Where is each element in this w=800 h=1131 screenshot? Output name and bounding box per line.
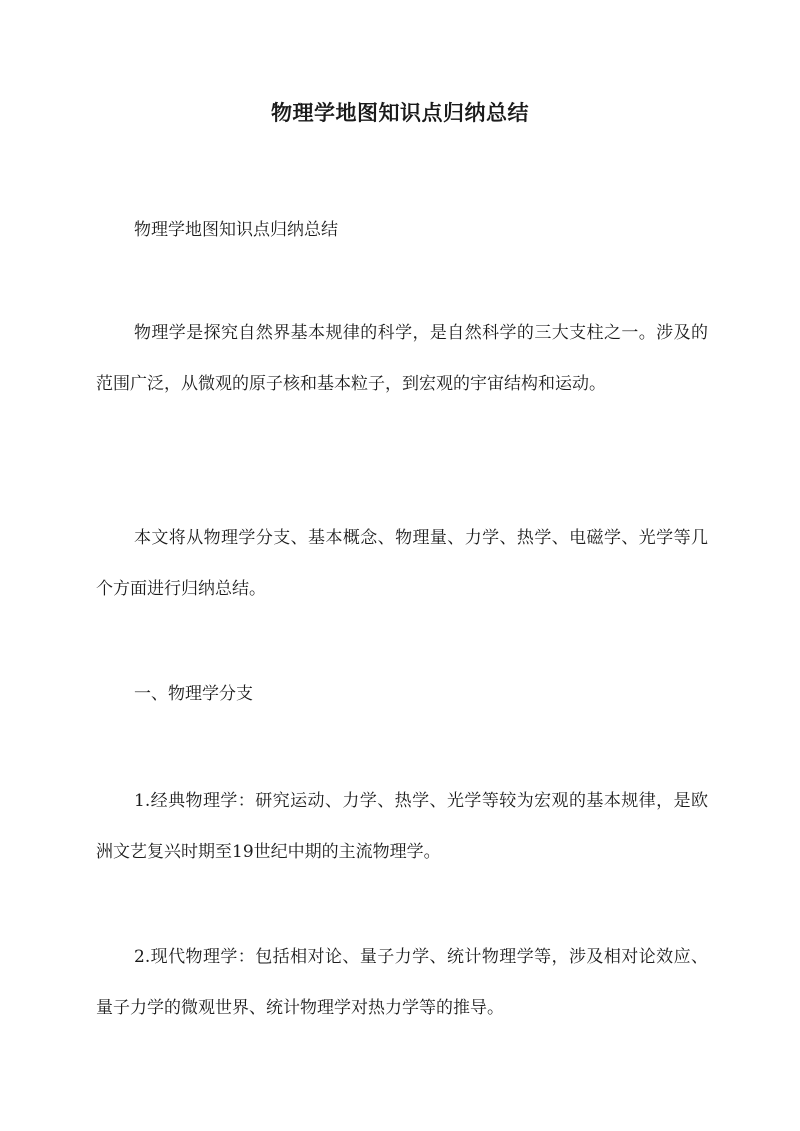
paragraph-subtitle: 物理学地图知识点归纳总结 — [134, 220, 338, 240]
list-item-modern-physics: 2.现代物理学：包括相对论、量子力学、统计物理学等，涉及相对论效应、量子力学的微观世界、统计物理学对热力学等的推导。 — [96, 947, 708, 1018]
document-title: 物理学地图知识点归纳总结 — [271, 100, 529, 125]
section-heading-branches: 一、物理学分支 — [134, 684, 253, 704]
list-item-classical-physics: 1.经典物理学：研究运动、力学、热学、光学等较为宏观的基本规律，是欧洲文艺复兴时期至19世纪中期的主流物理学。 — [96, 791, 708, 862]
paragraph-intro: 物理学是探究自然界基本规律的科学，是自然科学的三大支柱之一。涉及的范围广泛，从微观的原子核和基本粒子，到宏观的宇宙结构和运动。 — [96, 323, 708, 394]
paragraph-scope: 本文将从物理学分支、基本概念、物理量、力学、热学、电磁学、光学等几个方面进行归纳总结。 — [96, 528, 708, 599]
